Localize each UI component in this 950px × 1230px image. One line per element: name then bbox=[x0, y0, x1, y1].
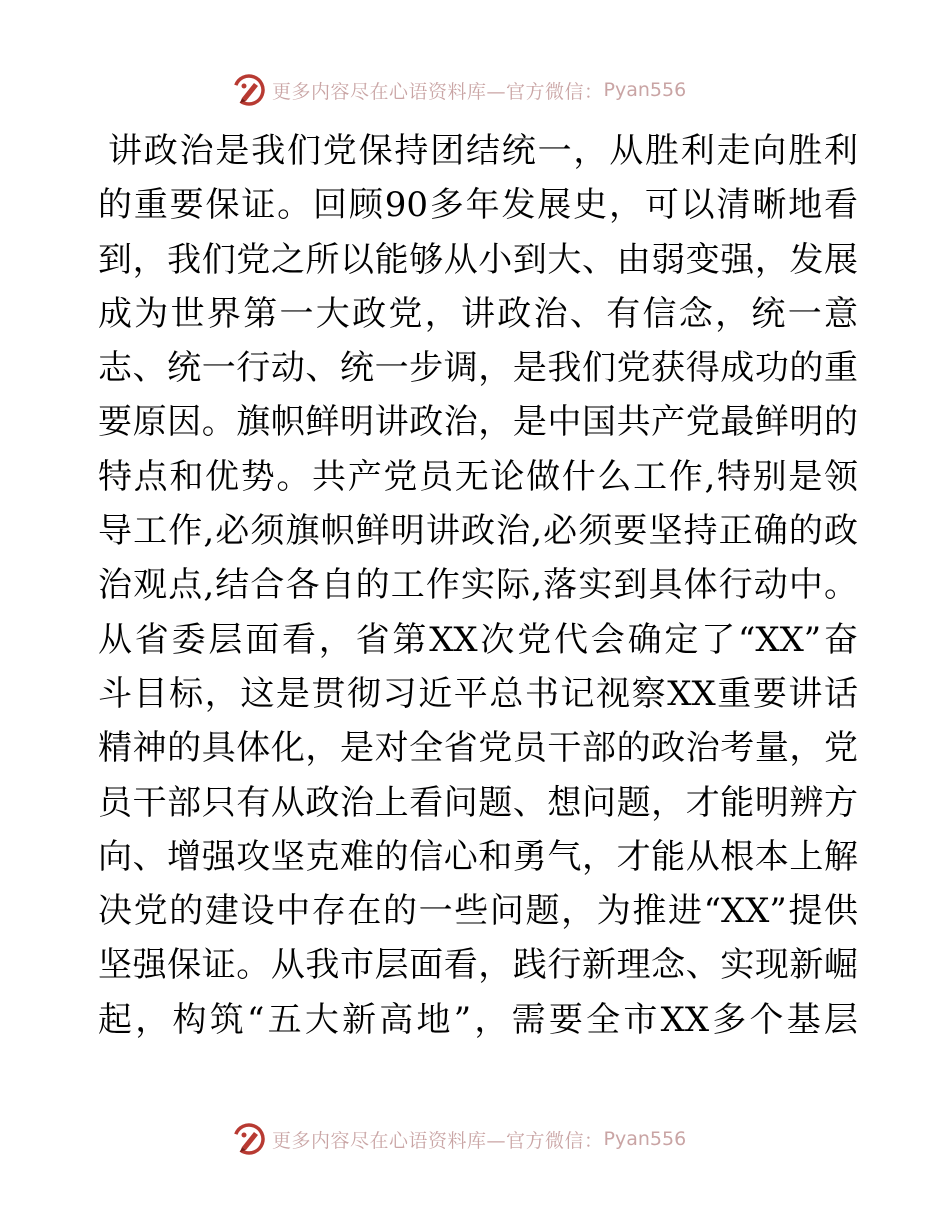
body-line: 导工作,必须旗帜鲜明讲政治,必须要坚持正确的政 bbox=[98, 511, 858, 552]
body-line: 讲政治是我们党保持团结统一，从胜利走向胜利 bbox=[108, 131, 858, 171]
body-line: 坚强保证。从我市层面看，践行新理念、实现新崛 bbox=[98, 945, 858, 986]
body-line: 从省委层面看，省第XX次党代会确定了“XX”奋 bbox=[98, 619, 858, 660]
footer-banner-text: 更多内容尽在心语资料库—官方微信： bbox=[272, 1129, 604, 1152]
header-wechat-id: Pyan556 bbox=[603, 79, 687, 101]
body-line: 起，构筑“五大新高地”，需要全市XX多个基层 bbox=[98, 999, 858, 1040]
pen-circle-logo-icon bbox=[232, 1122, 266, 1156]
body-line: 精神的具体化，是对全省党员干部的政治考量，党 bbox=[98, 728, 858, 769]
body-line: 到，我们党之所以能够从小到大、由弱变强，发展 bbox=[98, 239, 858, 280]
header-banner bbox=[232, 72, 686, 108]
body-line: 员干部只有从政治上看问题、想问题，才能明辨方 bbox=[98, 782, 858, 823]
body-line: 志、统一行动、统一步调，是我们党获得成功的重 bbox=[98, 348, 858, 389]
pen-circle-logo-icon bbox=[232, 73, 266, 107]
header-banner-text: 更多内容尽在心语资料库—官方微信： bbox=[272, 80, 604, 103]
body-line: 向、增强攻坚克难的信心和勇气，才能从根本上解 bbox=[98, 836, 858, 877]
body-line: 成为世界第一大政党，讲政治、有信念，统一意 bbox=[98, 293, 858, 334]
body-line: 治观点,结合各自的工作实际,落实到具体行动中。 bbox=[98, 565, 858, 606]
body-line: 特点和优势。共产党员无论做什么工作,特别是领 bbox=[98, 456, 858, 497]
body-line: 的重要保证。回顾90多年发展史，可以清晰地看 bbox=[98, 185, 858, 226]
footer-banner bbox=[232, 1121, 686, 1157]
footer-wechat-id: Pyan556 bbox=[603, 1128, 687, 1150]
body-line: 斗目标，这是贯彻习近平总书记视察XX重要讲话 bbox=[98, 673, 858, 714]
body-line: 要原因。旗帜鲜明讲政治，是中国共产党最鲜明的 bbox=[98, 402, 858, 443]
body-line: 决党的建设中存在的一些问题，为推进“XX”提供 bbox=[98, 891, 858, 932]
body-text bbox=[98, 124, 858, 1047]
